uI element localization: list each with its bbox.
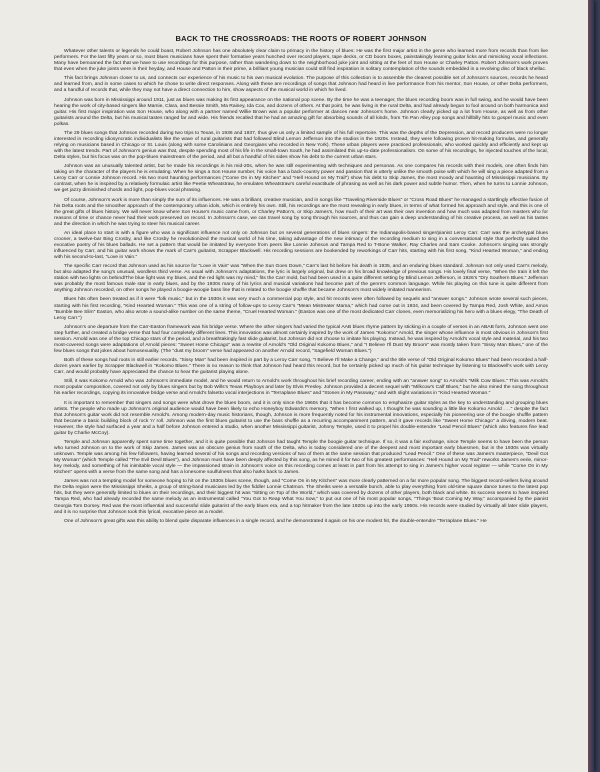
paragraph: Johnson was an unusually talented artist, but he made his recordings in his mid-20s, when he was still experimenting with techniques and personas. As one compares his records with their models, one often finds him taking on the character of the players he is emulating. When he sings a Son House number, his voice has a back-country power and passion that is utterly unlike the smooth poise with which he will sing a piece adapted from a Leroy Carr or Lonnie Johnson record. His two most haunting performances ("Come On in My Kitchen" and "Hell Hound on My Trail") show his debt to Skip James, the most moody and haunting of Mississippi musicians. By contrast, when he is inspired by a relatively formulaic artist like Peetie Wheatstraw, he emulates Wheatstraw's careful exactitude of phrasing as well as his dark power and subtle humor. Then, when he turns to Lonnie Johnson, we get jazzy diminished chords and light, pop-blues vocal phrasing.	[54, 164, 548, 194]
paragraph: Still, it was Kokomo Arnold who was Johnson's immediate model, and he would return to Arnold's work throughout his brief recording career, ending with an "answer song" to Arnold's "Milk Cow Blues." This was Arnold's most popular composition, covered not only by blues singers but by Bob Wills's Texas Playboys and later by Elvis Presley. Johnson provided a decent sequel with "Milkcow's Calf Blues," but he also mined the song throughout his earlier recordings, copying its innovative bridge verse and Arnold's falsetto vocal interjections in "Terraplane Blues" and "Stones in My Passway," and with slight variations in "Kind Hearted Woman."	[54, 379, 548, 397]
paragraph: One of Johnson's great gifts was this ability to blend quite disparate influences in a single record, and he demonstrated it again on his one modest hit, the double-entendre "Terraplane Blues." He	[64, 518, 487, 524]
paragraph: Johnson was born in Mississippi around 1911, just as blues was making its first appearance on the national pop scene. By the time he was a teenager, the blues recording boom was in full swing, and he would have been hearing the work of city-based singers like Mamie, Clara, and Bessie Smith, Ma Rainey, Ida Cox, and dozens of others. At that point, he was living in the rural Delta, and had already begun to fool around on both harmonica and guitar. His first major inspiration was Son House, who along with a partner named Willie Brown was a popular performer at dances near Johnson's home. Johnson clearly picked up a lot from House, as well as from other guitarists around the Delta, but his musical tastes ranged far and wide. His friends recalled that he had an amazing gift for absorbing sounds of all kinds, from Tin Pan Alley pop songs and hillbilly hits to gospel music and even polkas.	[54, 97, 548, 127]
paragraph: Of course, Johnson's work is more than simply the sum of its influences. He was a brilliant, creative musician, and in songs like "Traveling Riverside Blues" or "Cross Road Blues" he managed a startlingly effective fusion of his Delta roots and the smoother approach of the contemporary urban idols, which is entirely his own. Still, his recordings are the most revealing in early blues, in terms of what formed his approach and style, and this is one of the great gifts of blues history. We will never know where Son House's music came from, or Charley Patton's, or Skip James's, how much of their art was their own invention and how much was adapted from masters who for reasons of time or chance never had their work preserved on record. In Johnson's case, we can travel song by song through his sources, and thus can gain a deep understanding of his creative process, as well as his tastes and the direction in which he was trying to steer his musical career.	[54, 197, 548, 227]
paragraph-list	[54, 49, 548, 525]
paragraph: It is important to remember that singers and songs were what drove the blues boom, and it is only since the 1960s that it has become common to emphasize guitar styles as the key to understanding and grouping blues artists. The people who made up Johnson's original audience would have been likely to echo Honeyboy Edwards's memory, "When I first walked up, I thought he was sounding a little like Kokomo Arnold . . ." despite the fact that Johnson's guitar work did not resemble Arnold's. Among modern-day music historians, though, Johnson is more frequently noted for his instrumental innovations, especially his pioneering use of the boogie shuffle pattern that became a basic building block of rock 'n' roll. Johnson was the first blues guitarist to use the bass shuffle as a recurring accompaniment pattern, and it gave records like "Sweet Home Chicago" a driving, modern beat. However, the style had surfaced a year and a half before Johnson entered a studio, when another Mississippi guitarist, Johnny Temple, used it to propel his double-entendre "Lead Pencil Blues" (which also features fine lead guitar by Charlie McCoy).	[54, 400, 548, 436]
paragraph: Blues hits often been treated as if it were "folk music," but in the 1930s it was very much a commercial pop style, and hit records were often followed by sequels and "answer songs." Johnson wrote several such pieces, starting with his first recording, "Kind Hearted Woman." This was one of a string of follow-ups to Leroy Carr's "Mean Mistreater Mama," which had come out in 1934, and been covered by Tampa Red, Josh White, and Amos "Bumble Bee Slim" Easton, who also wrote a sound-alike number on the same theme, "Cruel Hearted Woman." (Easton was one of the most dedicated Carr clones, even memorializing his hero with a blues elegy, "The Death of Leroy Carr.")	[54, 297, 548, 321]
article-title: BACK TO THE CROSSROADS: THE ROOTS OF ROBERT JOHNSON	[175, 34, 427, 43]
page-edge	[588, 0, 594, 772]
article-body	[54, 34, 548, 528]
paragraph: James was not a tempting model for someone hoping to hit on the 1930s blues scene, though, and "Come On in My Kitchen" was more clearly patterned on a far more popular song. The biggest record-sellers living around the Delta region were the Mississippi Sheiks, a group of string-band musicians led by the fiddler Lonnie Chatmon. The Sheiks were a versatile bunch, able to play everything from old-time square dance tunes to the latest pop hits, but they were generally limited to blues on their recordings, and their biggest hit was "Sitting on Top of the World," which was covered by dozens of other players, both black and white. Its success seems to have inspired Tampa Red, who had already recorded the same melody as an instrumental called "You Got to Reap What You Sow," to put out one of his most popular songs, "Things 'Bout Coming My Way," accompanied by the pianist Georgia Tom Dorsey. Red was the most influential and successful slide guitarist of the early blues era, and a top hitmaker from the late 1920s up into the early 1950s. His records were studied by virtually all later slide players, and it is no surprise that Johnson took this lyrical, evocative piece as a model.	[54, 479, 548, 515]
paragraph: The 29 blues songs that Johnson recorded during two trips to Texas, in 1936 and 1937, thus give us only a limited sample of his full repertoire. This was the depths of the Depression, and record producers were no longer interested in recording idiosyncratic individualists like the wave of rural guitarists that had followed Blind Lemon Jefferson into the studios in the 1920s. Instead, they were following proven hit-making formulas, and generally relying on musicians based in Chicago or St. Louis (along with some Carolinians and Georgians who recorded in New York). These urban players were practiced professionals, who worked quickly and efficiently and kept up with the latest trends. Part of Johnson's genius was that, despite spending most of his life in the small-town South, he had assimilated this up-to-date professionalism. On some of his recordings, he injected touches of the local, Delta styles, but his focus was on the pop-blues mainstream of the period, and all but a handful of his sides show his debt to the current urban stars.	[54, 130, 548, 161]
paragraph: This fact brings Johnson closer to us, and connects our experience of his music to his own musical evolution. The purpose of this collection is to assemble the clearest possible set of Johnson's sources, records he heard and learned from, and in some cases to which he chose to write direct responses. Along with these are recordings of songs that Johnson had heard in live performance from his mentor, Son House, or other Delta performers, and a handful of records that, while they may not have a direct connection to him, show aspects of the musical world in which he lived.	[54, 76, 548, 94]
paragraph: Both of these songs had roots in still earlier records. "Sissy Man" had been inspired in part by a Leroy Carr song, "I Believe I'll Make a Change," and the title verse of "Old Original Kokomo Blues" had been recorded a half-dozen years earlier by Scrapper Blackwell in "Kokomo Blues." There is no reason to think that Johnson had heard this record, but he certainly picked up much of his guitar technique by listening to Blackwell's work with Leroy Carr, and would probably have appreciated the chance to hear the guitarist playing alone.	[54, 358, 548, 376]
paragraph: The specific Carr record that Johnson used as his source for "Love in Vain" was "When the Sun Goes Down," Carr's last hit before his death in 1935, and an enduring blues standard. Johnson not only used Carr's melody, but also adapted the song's unusual, wordless third verse. As usual with Johnson's adaptations, the lyric is largely original, but drew on his broad knowledge of previous songs. His lovely final verse, "When the train it left the station with two lights on behind/The blue light was my blues, and the red light was my mind," fits the Carr mold, but had been used in a quite different setting by Blind Lemon Jefferson, in 1926's "Dry Southern Blues." Jefferson was probably the most famous male star in early blues, and by the 1930s many of his lyrics and musical variations had become part of the genre's common language. While his playing on this tune is quite different from anything Johnson recorded, on other songs he played a boogie-woogie bass line that is related to the boogie shuffle that became Johnson's most widely imitated mannerism.	[54, 264, 548, 294]
paragraph: Johnson's one departure from the Carr-Easton framework was his bridge verse. Where the other singers had varied the typical AAB blues rhyme pattern by sticking in a couple of verses in an ABAB form, Johnson went one step further, and created a bridge verse that had four completely different lines. This innovation was almost certainly inspired by the work of James "Kokomo" Arnold, the singer whose influence is most obvious in Johnson's first session. Arnold was one of the top Chicago stars of the period, and a breathtakingly fast slide guitarist, but Johnson did not choose to imitate his playing. Instead, he was inspired by Arnold's vocal style and material, and his two most-covered songs were adaptations of Arnold pieces: "Sweet Home Chicago" was a rewrite of Arnold's "Old Original Kokomo Blues," and "I Believe I'll Dust My Broom" was mostly taken from "Sissy Man Blues," one of the few blues songs that jokes about homosexuality. (The "dust my broom" verse had appeared on another Arnold record, "Sagefield Woman Blues.")	[54, 324, 548, 354]
paragraph: Whatever other talents or legends he could boast, Robert Johnson has one absolutely clear claim to primacy in the history of blues: He was the first major artist in the genre who learned more from records than from live performers. For the last fifty years or so, most blues musicians have spent their formative years hunched over record players, tape decks, or CD boom boxes, painstakingly learning guitar licks and mimicking vocal inflections. Many have bemoaned the fact that we have to use recordings for this purpose, rather than wandering down to the neighborhood juke joint and sitting at the feet of Son House or Charley Patton. Robert Johnson's work proves that even when the juke joints were in their heyday, and House and Patton in their prime, a brilliant young musician could still find inspiration in solitary contemplation of the sounds embedded in a revolving disc of black shellac.	[54, 49, 548, 73]
paragraph: Temple and Johnson apparently spent some time together, and it is quite possible that Johnson had taught Temple the boogie guitar technique. If so, it was a fair exchange, since Temple seems to have been the person who turned Johnson on to the work of Skip James. James was an obscure genius from south of the Delta, who is today considered one of the deepest and most important early bluesmen, but in the 1930s was virtually unknown. Temple was among his few followers, having learned several of his songs and recording versions of two of them at the same session that produced "Lead Pencil." One of these was James's masterpiece, "Devil Got My Woman" (which Temple called "The Evil Devil Blues"), and Johnson must have been deeply affected by this song, as he mined it for two of his greatest performances: "Hell Hound on My Trail" reworks James's eerie, minor-key melody, and something of his inimitable vocal style — the impassioned strain in Johnson's voice on this recording comes at least in part from his attempt to sing in James's higher vocal register — while "Come On in My Kitchen" opens with a verse from the same song and has a lonesome soulfulness that also harks back to James.	[54, 439, 548, 476]
paragraph: An ideal place to start is with a figure who was a significant influence not only on Johnson but on several generations of blues singers: the Indianapolis-based singer/pianist Leroy Carr. Carr was the archetypal blues crooner, a twelve-bar Bing Crosby, and like Crosby he revolutionized the musical world of his time, taking advantage of the new intimacy of the recording medium to sing in a conversational style that perfectly suited the evocative poetry of his blues ballads. He set a pattern that would be imitated by everyone from peers like Lonnie Johnson and Tampa Red to T-Bone Walker, Ray Charles and Sam Cooke. Johnson's singing was strongly influenced by Carr, and his guitar work shows the mark of Carr's guitarist, Scrapper Blackwell. His recording sessions are bookended by reworkings of Carr hits, starting with his first song, "Kind Hearted Woman," and ending with his second-to-last, "Love in Vain."	[54, 230, 548, 261]
